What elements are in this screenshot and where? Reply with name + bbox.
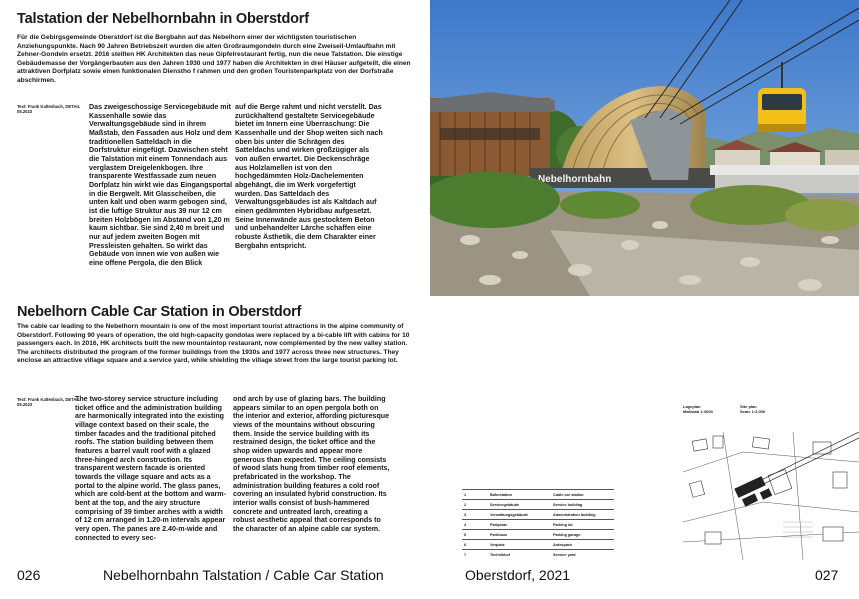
legend-cell-en: Cable car station (551, 490, 614, 500)
legend-row (462, 530, 614, 540)
siteplan-label: Site plan Scale 1:3,000 (740, 404, 766, 414)
station-sign-text: Nebelhornbahn (538, 174, 612, 185)
legend-cell-de: Parkplatz (488, 520, 551, 530)
legend-cell-de: Servicegebäude (488, 500, 551, 510)
legend-row (462, 490, 614, 500)
legend-cell-de: Technikhof (488, 550, 551, 560)
legend-cell-de: Verwaltungsgebäude (488, 510, 551, 520)
left-running-title: Nebelhornbahn Talstation / Cable Car Station (103, 567, 384, 583)
legend-table (462, 489, 614, 560)
legend-cell-en: Antespace (551, 540, 614, 550)
legend-row (462, 510, 614, 520)
legend-cell-en: Parking garage (551, 530, 614, 540)
right-page-number: 027 (815, 567, 839, 583)
legend-cell-n: 3 (462, 510, 488, 520)
legend-cell-n: 6 (462, 540, 488, 550)
english-column-2: ond arch by use of glazing bars. The building appears similar to an open pergola both on the interior and exterior, affording picturesque views of the mountains without obscuring them. Inside the service building with its restrained design, the ticket office and the shop widen upwards and appear more generous than expected. The ceiling consists of wood slats hung from timber roof elements, prefabricated in the workshop. The administration building features a cold roof covering an insulated hybrid construction. Its interior walls consist of bush-hammered concrete and untreated larch, creating a robust aesthetic appeal that corresponds to the character of an alpine cable car system. (233, 395, 390, 533)
lageplan-label: Lageplan Maßstab 1:3000 (683, 404, 713, 414)
legend-row (462, 500, 614, 510)
legend-cell-de: Vorplatz (488, 540, 551, 550)
german-lead: Für die Gebirgsgemeinde Oberstdorf ist die Bergbahn auf das Nebelhorn einer der wichtigsten touristischen Anziehungspunkte. Nach 90 Jahren Betriebszeit wurden die alten Großraumgondeln durch eine Zweiseil-Umlaufbahn mit Zehner-Gondeln ersetzt. 2016 stellten HK Architekten das neue Gipfelrestaurant fertig, nun die neue Talstation. Die einstige Gebäudemasse der Vorgängerbauten aus den Jahren 1930 und 1977 haben die Architekten in drei Häuser aufgeteilt, die einen attraktiven Dorfplatz sowie einen funktionalen Dienstho f rahmen und den großen Touristenparkplatz von der Dorfstraße abschirmen. (17, 34, 411, 84)
english-title: Nebelhorn Cable Car Station in Oberstdorf (17, 304, 302, 320)
english-column-1: The two-storey service structure including ticket office and the administration building are harmonically integrated into the existing village context based on their scale, the timber facades and the traditional pitched roofs. The station building between them features a barrel vault roof with a glazed three-hinged arch construction. Its transparent western facade is oriented towards the village square and acts as a portal to the alpine world. The glass panes, which are cold-bent at the bottom and warm-bent at the top, and the airy structure comprising of 39 timber arches with a width of 12 cm arranged in 1.20-m intervals appear very open. The panes are 2.40-m-wide and connected to every sec- (75, 395, 226, 542)
legend-row (462, 550, 614, 560)
legend-cell-n: 4 (462, 520, 488, 530)
legend-row (462, 540, 614, 550)
site-plan-map (683, 432, 859, 560)
legend-cell-en: Service building (551, 500, 614, 510)
english-credit: Text: Frank Kaltenbach, DETAIL 05.2023 (17, 397, 81, 408)
legend-cell-de: Parkhaus (488, 530, 551, 540)
german-column-1: Das zweigeschossige Servicegebäude mit Kassenhalle sowie das Verwaltungsgebäude sind in ihrem Maßstab, den Fassaden aus Holz und dem traditionellen Satteldach in die Dorfstruktur eingefügt. Dazwischen steht die Talstation mit einem Tonnendach aus verglastem Dreigelenkbogen. Ihre transparente Westfassade zum neuen Dorfplatz hin wirkt wie das Eingangsportal in die Bergwelt. Mit Glasscheiben, die unten kalt und oben warm gebogen sind, ist die luftige Struktur aus 39 nur 12 cm breiten Holzbögen im Abstand von 1,20 m kaum sichtbar. Sie sind 2,40 m breit und nur auf jedem zweiten Bogen mit Pressleisten gehalten. So wirkt das Gebäude von innen wie von außen wie eine offene Pergola, die den Blick (89, 103, 233, 267)
legend-cell-n: 7 (462, 550, 488, 560)
german-credit: Text: Frank Kaltenbach, DETAIL 05.2023 (17, 104, 81, 115)
legend-cell-en: Parking lot (551, 520, 614, 530)
left-page-number: 026 (17, 567, 41, 583)
legend-cell-en: Service yard (551, 550, 614, 560)
german-title: Talstation der Nebelhornbahn in Oberstdorf (17, 11, 309, 27)
legend-cell-de: Bahnstation (488, 490, 551, 500)
right-running-title: Oberstdorf, 2021 (465, 567, 571, 583)
legend-cell-n: 2 (462, 500, 488, 510)
legend-cell-n: 1 (462, 490, 488, 500)
english-lead: The cable car leading to the Nebelhorn mountain is one of the most important tourist attractions in the alpine community of Oberstdorf. Following 90 years of operation, the old high-capacity gondolas were replaced by a bi-cable lift with cabins for 10 passengers each. In 2016, HK architects built the new mountaintop restaurant, now complemented by the new valley station. The architects distributed the program of the former buildings from the 1930s and 1977 across three new structures. They enclose an attractive village square and a service yard, while shielding the village street from the large tourist parking lot. (17, 323, 410, 365)
german-column-2: auf die Berge rahmt und nicht verstellt. Das zurückhaltend gestaltete Servicegebäude bietet im Innern eine Überraschung: Die Kassenhalle und der Shop weiten sich nach oben bis unter die Schrägen des Satteldachs und wirken großzügiger als von außen erwartet. Die Deckenschräge aus Holzlamellen ist von den hochgedämmten Holz-Dachelementen abgehängt, die im Werk vorgefertigt wurden. Das Satteldach des Verwaltungsgebäudes ist als Kaltdach auf einen gedämmten Hybridbau aufgesetzt. Seine Innenwände aus gestocktem Beton und unbehandelter Lärche schaffen eine robuste Ästhetik, die dem Charakter einer Bergbahn entspricht. (235, 103, 383, 250)
legend-cell-en: Administration building (551, 510, 614, 520)
legend-cell-n: 5 (462, 530, 488, 540)
legend-row (462, 520, 614, 530)
station-photo (430, 0, 859, 296)
